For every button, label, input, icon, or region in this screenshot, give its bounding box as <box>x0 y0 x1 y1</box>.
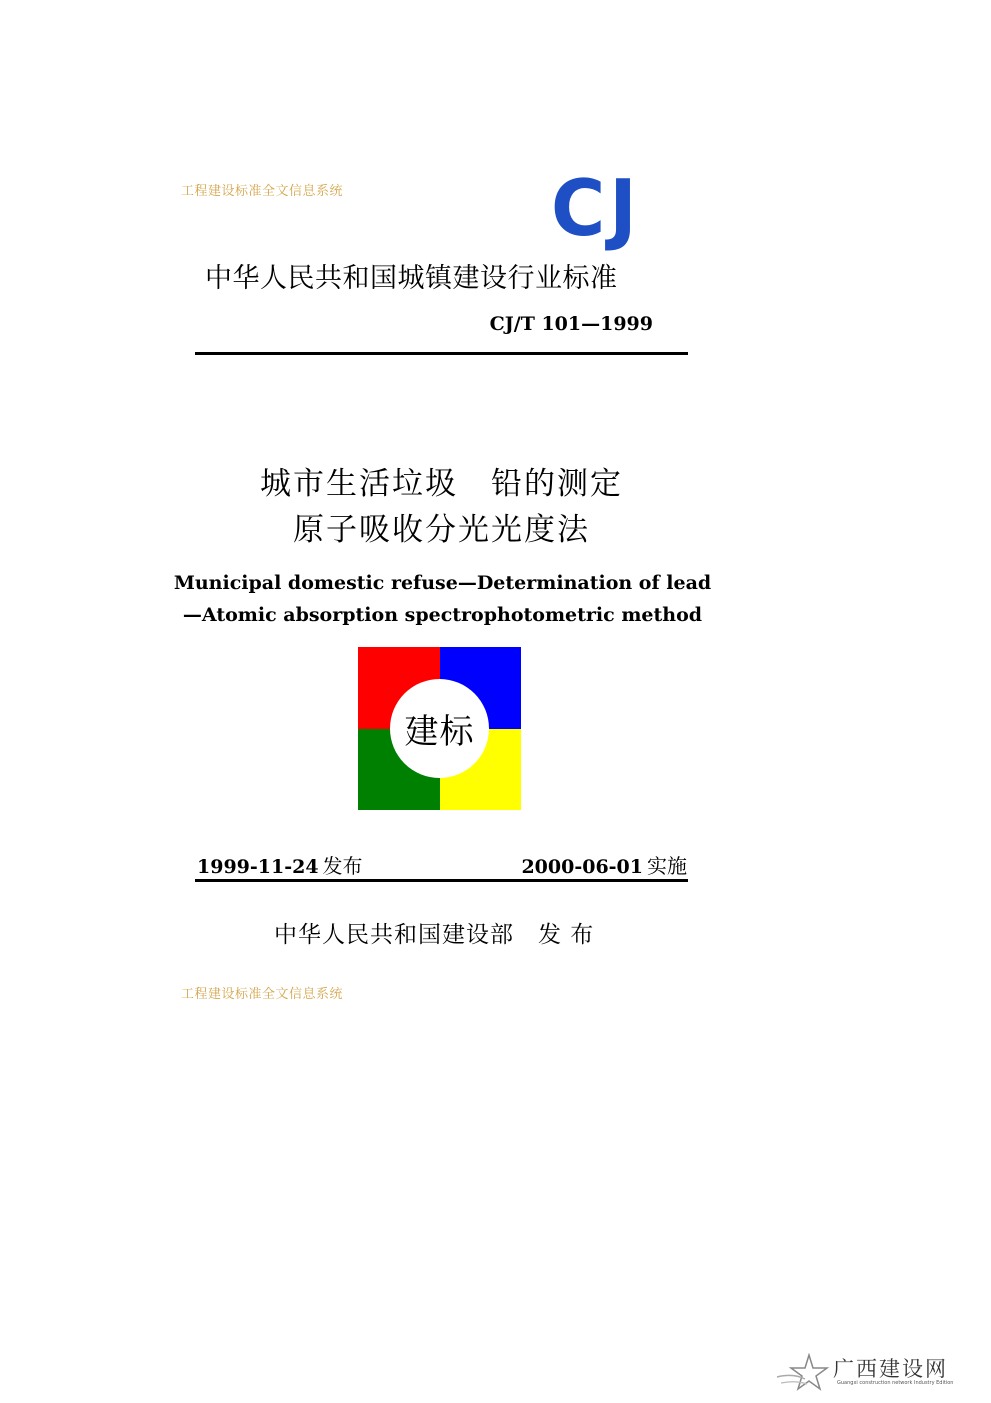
title-en-line2: —Atomic absorption spectrophotometric method <box>182 604 703 626</box>
effective-date: 2000-06-01 <box>521 856 643 878</box>
title-zh-line1: 城市生活垃圾 铅的测定 <box>260 466 623 502</box>
publisher-name: 中华人民共和国建设部 <box>274 922 514 948</box>
star-icon <box>775 1353 831 1391</box>
publisher-line <box>274 916 594 949</box>
publisher-action: 发 布 <box>538 922 595 948</box>
footer-rule <box>195 879 688 882</box>
standard-organization: 中华人民共和国城镇建设行业标准 <box>205 263 618 294</box>
issue-date-line <box>197 850 363 879</box>
emblem-text: 建标 <box>390 679 489 778</box>
effective-label: 实施 <box>647 854 687 878</box>
issue-date: 1999-11-24 <box>197 856 319 878</box>
issue-label: 发布 <box>322 854 363 878</box>
jianbiao-emblem <box>358 647 521 810</box>
site-logo <box>775 1353 981 1391</box>
site-name: 广西建设网 <box>833 1357 948 1381</box>
title-en-line1: Municipal domestic refuse—Determination of lead <box>173 572 712 594</box>
header-rule <box>195 352 688 355</box>
watermark-bottom: 工程建设标准全文信息系统 <box>181 987 344 1002</box>
site-subtitle: Guangxi construction network Industry Edition <box>837 1380 954 1386</box>
effective-date-line <box>521 850 687 879</box>
cj-logo: CJ <box>551 163 641 254</box>
standard-code: CJ/T 101—1999 <box>489 313 653 335</box>
title-zh-line2: 原子吸收分光光度法 <box>293 512 590 548</box>
watermark-top: 工程建设标准全文信息系统 <box>181 184 344 199</box>
